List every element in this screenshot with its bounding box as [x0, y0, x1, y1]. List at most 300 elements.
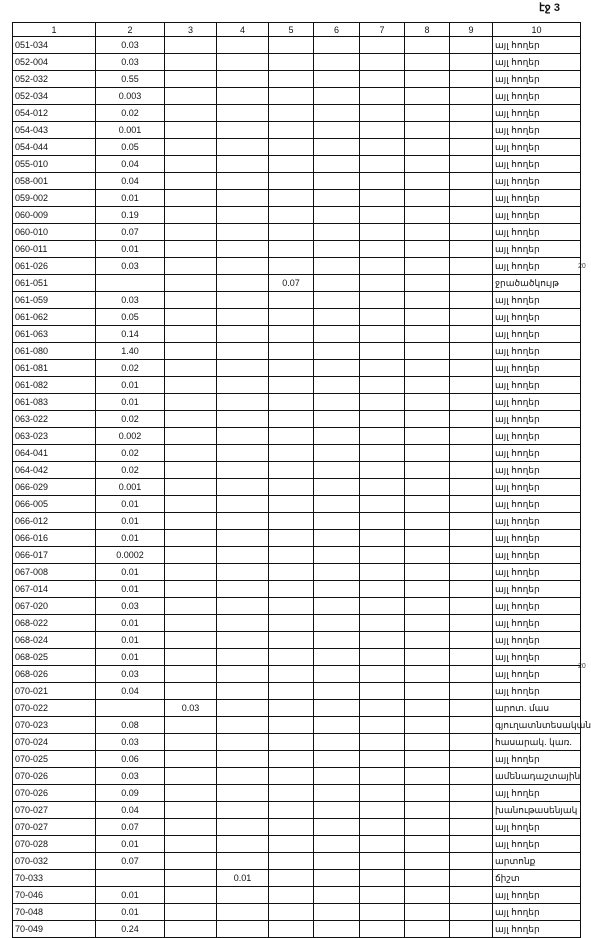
col6-value-cell	[314, 887, 360, 904]
parcel-code-cell: 066-016	[13, 530, 96, 547]
col3-value-cell	[165, 734, 217, 751]
col4-value-cell	[217, 819, 269, 836]
area-value-cell: 0.07	[96, 853, 165, 870]
col9-value-cell	[450, 88, 493, 105]
col9-value-cell	[450, 54, 493, 71]
col9-value-cell	[450, 921, 493, 938]
col8-value-cell	[405, 513, 450, 530]
col5-value-cell	[269, 904, 314, 921]
col7-value-cell	[360, 37, 405, 54]
land-type-cell: արտոնք	[493, 853, 581, 870]
col3-value-cell	[165, 37, 217, 54]
col9-value-cell	[450, 819, 493, 836]
col4-value-cell	[217, 241, 269, 258]
col4-value-cell	[217, 513, 269, 530]
col7-value-cell	[360, 275, 405, 292]
col9-value-cell	[450, 751, 493, 768]
table-row	[13, 785, 581, 802]
col7-value-cell	[360, 343, 405, 360]
col8-value-cell	[405, 751, 450, 768]
area-value-cell: 0.01	[96, 581, 165, 598]
col4-value-cell	[217, 190, 269, 207]
col7-value-cell	[360, 479, 405, 496]
column-header-8: 8	[405, 23, 450, 37]
col4-value-cell	[217, 530, 269, 547]
col8-value-cell	[405, 360, 450, 377]
col8-value-cell	[405, 241, 450, 258]
col4-value-cell	[217, 666, 269, 683]
col6-value-cell	[314, 54, 360, 71]
col7-value-cell	[360, 547, 405, 564]
area-value-cell: 0.05	[96, 309, 165, 326]
table-row	[13, 836, 581, 853]
col8-value-cell	[405, 666, 450, 683]
col3-value-cell	[165, 921, 217, 938]
land-type-cell: այլ հողեր	[493, 666, 581, 683]
col8-value-cell	[405, 122, 450, 139]
col6-value-cell	[314, 394, 360, 411]
parcel-code-cell: 052-004	[13, 54, 96, 71]
col5-value-cell	[269, 428, 314, 445]
col4-value-cell	[217, 394, 269, 411]
col4-value-cell	[217, 751, 269, 768]
col9-value-cell	[450, 853, 493, 870]
col5-value-cell	[269, 632, 314, 649]
col7-value-cell	[360, 649, 405, 666]
col8-value-cell	[405, 428, 450, 445]
area-value-cell: 0.01	[96, 887, 165, 904]
col4-value-cell	[217, 88, 269, 105]
col9-value-cell	[450, 292, 493, 309]
table-row	[13, 88, 581, 105]
col8-value-cell	[405, 462, 450, 479]
col9-value-cell	[450, 564, 493, 581]
col6-value-cell	[314, 479, 360, 496]
col9-value-cell	[450, 190, 493, 207]
area-value-cell: 0.02	[96, 360, 165, 377]
area-value-cell: 0.01	[96, 530, 165, 547]
col3-value-cell	[165, 428, 217, 445]
col3-value-cell	[165, 632, 217, 649]
parcel-code-cell: 054-012	[13, 105, 96, 122]
col7-value-cell	[360, 887, 405, 904]
col4-value-cell	[217, 853, 269, 870]
land-type-cell: այլ հողեր	[493, 71, 581, 88]
parcel-code-cell: 066-017	[13, 547, 96, 564]
col4-value-cell	[217, 734, 269, 751]
parcel-code-cell: 060-010	[13, 224, 96, 241]
col5-value-cell	[269, 411, 314, 428]
col7-value-cell	[360, 309, 405, 326]
col4-value-cell	[217, 360, 269, 377]
col8-value-cell	[405, 785, 450, 802]
table-row	[13, 581, 581, 598]
land-type-cell: այլ հողեր	[493, 326, 581, 343]
col5-value-cell	[269, 241, 314, 258]
col5-value-cell	[269, 887, 314, 904]
table-row	[13, 615, 581, 632]
col6-value-cell	[314, 122, 360, 139]
area-value-cell: 0.001	[96, 122, 165, 139]
col8-value-cell	[405, 581, 450, 598]
col8-value-cell	[405, 870, 450, 887]
table-row	[13, 819, 581, 836]
col3-value-cell	[165, 105, 217, 122]
col6-value-cell	[314, 343, 360, 360]
land-type-cell: խանութասենյակ	[493, 802, 581, 819]
col6-value-cell	[314, 224, 360, 241]
col7-value-cell	[360, 326, 405, 343]
col3-value-cell	[165, 853, 217, 870]
col4-value-cell	[217, 785, 269, 802]
table-row	[13, 309, 581, 326]
col6-value-cell	[314, 173, 360, 190]
col9-value-cell	[450, 411, 493, 428]
parcel-code-cell: 060-011	[13, 241, 96, 258]
col3-value-cell	[165, 71, 217, 88]
area-value-cell: 0.03	[96, 734, 165, 751]
land-type-cell: այլ հողեր	[493, 785, 581, 802]
col8-value-cell	[405, 615, 450, 632]
parcel-code-cell: 070-023	[13, 717, 96, 734]
col4-value-cell	[217, 700, 269, 717]
col7-value-cell	[360, 462, 405, 479]
col9-value-cell	[450, 343, 493, 360]
area-value-cell: 0.07	[96, 224, 165, 241]
col4-value-cell	[217, 564, 269, 581]
col3-value-cell	[165, 496, 217, 513]
col4-value-cell	[217, 207, 269, 224]
col7-value-cell	[360, 683, 405, 700]
table-row	[13, 275, 581, 292]
col5-value-cell	[269, 156, 314, 173]
col5-value-cell	[269, 207, 314, 224]
col5-value-cell	[269, 802, 314, 819]
land-type-cell: այլ հողեր	[493, 258, 581, 275]
area-value-cell: 0.01	[96, 564, 165, 581]
area-value-cell: 0.02	[96, 445, 165, 462]
col9-value-cell	[450, 445, 493, 462]
col6-value-cell	[314, 649, 360, 666]
area-value-cell: 0.04	[96, 683, 165, 700]
col4-value-cell	[217, 717, 269, 734]
column-header-2: 2	[96, 23, 165, 37]
col3-value-cell	[165, 377, 217, 394]
col7-value-cell	[360, 836, 405, 853]
col3-value-cell	[165, 241, 217, 258]
col5-value-cell	[269, 190, 314, 207]
col4-value-cell	[217, 683, 269, 700]
col6-value-cell	[314, 71, 360, 88]
col6-value-cell	[314, 190, 360, 207]
parcel-code-cell: 067-014	[13, 581, 96, 598]
area-value-cell: 0.03	[96, 258, 165, 275]
area-value-cell: 0.06	[96, 751, 165, 768]
col3-value-cell	[165, 615, 217, 632]
col3-value-cell	[165, 802, 217, 819]
table-row	[13, 394, 581, 411]
land-type-cell: այլ հողեր	[493, 428, 581, 445]
parcel-code-cell: 052-034	[13, 88, 96, 105]
col9-value-cell	[450, 887, 493, 904]
col5-value-cell	[269, 836, 314, 853]
parcel-code-cell: 059-002	[13, 190, 96, 207]
col6-value-cell	[314, 360, 360, 377]
col4-value-cell	[217, 275, 269, 292]
table-row	[13, 360, 581, 377]
parcel-code-cell: 070-026	[13, 768, 96, 785]
col4-value-cell	[217, 54, 269, 71]
land-type-cell: այլ հողեր	[493, 921, 581, 938]
col8-value-cell	[405, 700, 450, 717]
parcel-code-cell: 066-005	[13, 496, 96, 513]
col8-value-cell	[405, 496, 450, 513]
col3-value-cell	[165, 479, 217, 496]
col6-value-cell	[314, 88, 360, 105]
col9-value-cell	[450, 836, 493, 853]
col6-value-cell	[314, 275, 360, 292]
col4-value-cell	[217, 309, 269, 326]
parcel-code-cell: 070-021	[13, 683, 96, 700]
column-header-6: 6	[314, 23, 360, 37]
col3-value-cell	[165, 768, 217, 785]
parcel-code-cell: 070-025	[13, 751, 96, 768]
table-row	[13, 887, 581, 904]
parcel-code-cell: 070-028	[13, 836, 96, 853]
land-type-cell: արոտ. մաս	[493, 700, 581, 717]
parcel-code-cell: 054-044	[13, 139, 96, 156]
col5-value-cell	[269, 768, 314, 785]
col6-value-cell	[314, 768, 360, 785]
land-type-cell: այլ հողեր	[493, 564, 581, 581]
col4-value-cell	[217, 377, 269, 394]
table-row	[13, 71, 581, 88]
col5-value-cell	[269, 479, 314, 496]
col6-value-cell	[314, 751, 360, 768]
col3-value-cell	[165, 173, 217, 190]
col5-value-cell	[269, 921, 314, 938]
table-row	[13, 445, 581, 462]
col3-value-cell	[165, 411, 217, 428]
col7-value-cell	[360, 122, 405, 139]
margin-mark-1: 20	[578, 263, 586, 270]
col3-value-cell	[165, 547, 217, 564]
col3-value-cell	[165, 581, 217, 598]
col5-value-cell	[269, 37, 314, 54]
col4-value-cell	[217, 122, 269, 139]
col8-value-cell	[405, 768, 450, 785]
land-type-cell: այլ հողեր	[493, 411, 581, 428]
column-header-5: 5	[269, 23, 314, 37]
area-value-cell: 0.07	[96, 819, 165, 836]
col6-value-cell	[314, 496, 360, 513]
col4-value-cell	[217, 411, 269, 428]
land-type-cell: այլ հողեր	[493, 37, 581, 54]
col9-value-cell	[450, 122, 493, 139]
col9-value-cell	[450, 428, 493, 445]
parcel-code-cell: 064-041	[13, 445, 96, 462]
col8-value-cell	[405, 479, 450, 496]
parcel-code-cell: 70-048	[13, 904, 96, 921]
col7-value-cell	[360, 700, 405, 717]
col5-value-cell	[269, 71, 314, 88]
land-type-cell: գյուղատնտեսական	[493, 717, 581, 734]
col5-value-cell	[269, 292, 314, 309]
col5-value-cell	[269, 547, 314, 564]
table-row	[13, 122, 581, 139]
col7-value-cell	[360, 717, 405, 734]
col7-value-cell	[360, 105, 405, 122]
table-row	[13, 224, 581, 241]
col3-value-cell	[165, 717, 217, 734]
table-row	[13, 292, 581, 309]
table-row	[13, 870, 581, 887]
parcel-code-cell: 070-027	[13, 819, 96, 836]
table-row	[13, 683, 581, 700]
col7-value-cell	[360, 598, 405, 615]
col3-value-cell	[165, 88, 217, 105]
col4-value-cell	[217, 37, 269, 54]
col5-value-cell	[269, 700, 314, 717]
table-row	[13, 666, 581, 683]
area-value-cell: 0.19	[96, 207, 165, 224]
col9-value-cell	[450, 496, 493, 513]
land-type-cell: այլ հողեր	[493, 360, 581, 377]
land-type-cell: այլ հողեր	[493, 581, 581, 598]
col5-value-cell	[269, 139, 314, 156]
col8-value-cell	[405, 377, 450, 394]
col3-value-cell	[165, 258, 217, 275]
col3-value-cell	[165, 683, 217, 700]
col3-value-cell	[165, 819, 217, 836]
table-row	[13, 37, 581, 54]
land-register-table	[12, 22, 591, 938]
col6-value-cell	[314, 377, 360, 394]
col9-value-cell	[450, 462, 493, 479]
land-type-cell: այլ հողեր	[493, 190, 581, 207]
col7-value-cell	[360, 632, 405, 649]
col6-value-cell	[314, 37, 360, 54]
col5-value-cell	[269, 734, 314, 751]
col3-value-cell	[165, 462, 217, 479]
parcel-code-cell: 061-082	[13, 377, 96, 394]
col5-value-cell	[269, 853, 314, 870]
col4-value-cell	[217, 479, 269, 496]
col9-value-cell	[450, 785, 493, 802]
area-value-cell: 0.03	[96, 768, 165, 785]
area-value-cell: 0.01	[96, 190, 165, 207]
table-row	[13, 734, 581, 751]
col9-value-cell	[450, 37, 493, 54]
col8-value-cell	[405, 853, 450, 870]
col6-value-cell	[314, 258, 360, 275]
col8-value-cell	[405, 411, 450, 428]
col7-value-cell	[360, 853, 405, 870]
col7-value-cell	[360, 207, 405, 224]
parcel-code-cell: 70-033	[13, 870, 96, 887]
land-type-cell: այլ հողեր	[493, 479, 581, 496]
col9-value-cell	[450, 513, 493, 530]
table-row	[13, 547, 581, 564]
col7-value-cell	[360, 190, 405, 207]
land-type-cell: այլ հողեր	[493, 513, 581, 530]
table-row	[13, 105, 581, 122]
area-value-cell: 1.40	[96, 343, 165, 360]
area-value-cell: 0.03	[96, 598, 165, 615]
area-value-cell: 0.01	[96, 377, 165, 394]
col9-value-cell	[450, 547, 493, 564]
col8-value-cell	[405, 649, 450, 666]
col5-value-cell	[269, 683, 314, 700]
col6-value-cell	[314, 819, 360, 836]
col5-value-cell	[269, 105, 314, 122]
area-value-cell: 0.14	[96, 326, 165, 343]
col7-value-cell	[360, 802, 405, 819]
land-type-cell: այլ հողեր	[493, 649, 581, 666]
col3-value-cell	[165, 530, 217, 547]
parcel-code-cell: 058-001	[13, 173, 96, 190]
col8-value-cell	[405, 173, 450, 190]
col3-value-cell	[165, 309, 217, 326]
col6-value-cell	[314, 241, 360, 258]
land-type-cell: այլ հողեր	[493, 292, 581, 309]
col5-value-cell	[269, 530, 314, 547]
area-value-cell: 0.03	[96, 37, 165, 54]
col5-value-cell	[269, 785, 314, 802]
parcel-code-cell: 061-062	[13, 309, 96, 326]
col4-value-cell	[217, 428, 269, 445]
col6-value-cell	[314, 530, 360, 547]
parcel-code-cell: 070-026	[13, 785, 96, 802]
col7-value-cell	[360, 411, 405, 428]
parcel-code-cell: 068-026	[13, 666, 96, 683]
col8-value-cell	[405, 683, 450, 700]
col3-value-cell	[165, 292, 217, 309]
col3-value-cell	[165, 394, 217, 411]
table-row	[13, 632, 581, 649]
col9-value-cell	[450, 309, 493, 326]
col8-value-cell	[405, 88, 450, 105]
col9-value-cell	[450, 377, 493, 394]
table-row	[13, 156, 581, 173]
parcel-code-cell: 070-027	[13, 802, 96, 819]
land-type-cell: այլ հողեր	[493, 394, 581, 411]
col7-value-cell	[360, 734, 405, 751]
col7-value-cell	[360, 921, 405, 938]
col4-value-cell	[217, 836, 269, 853]
col8-value-cell	[405, 71, 450, 88]
column-header-7: 7	[360, 23, 405, 37]
parcel-code-cell: 068-022	[13, 615, 96, 632]
col3-value-cell	[165, 785, 217, 802]
col4-value-cell	[217, 598, 269, 615]
col8-value-cell	[405, 190, 450, 207]
col8-value-cell	[405, 887, 450, 904]
col7-value-cell	[360, 751, 405, 768]
col8-value-cell	[405, 326, 450, 343]
col3-value-cell	[165, 598, 217, 615]
col4-value-cell	[217, 445, 269, 462]
col9-value-cell	[450, 700, 493, 717]
col9-value-cell	[450, 649, 493, 666]
col9-value-cell	[450, 258, 493, 275]
col4-value-cell	[217, 173, 269, 190]
land-type-cell: այլ հողեր	[493, 105, 581, 122]
parcel-code-cell: 051-034	[13, 37, 96, 54]
table-row	[13, 513, 581, 530]
land-type-cell: այլ հողեր	[493, 309, 581, 326]
col7-value-cell	[360, 241, 405, 258]
